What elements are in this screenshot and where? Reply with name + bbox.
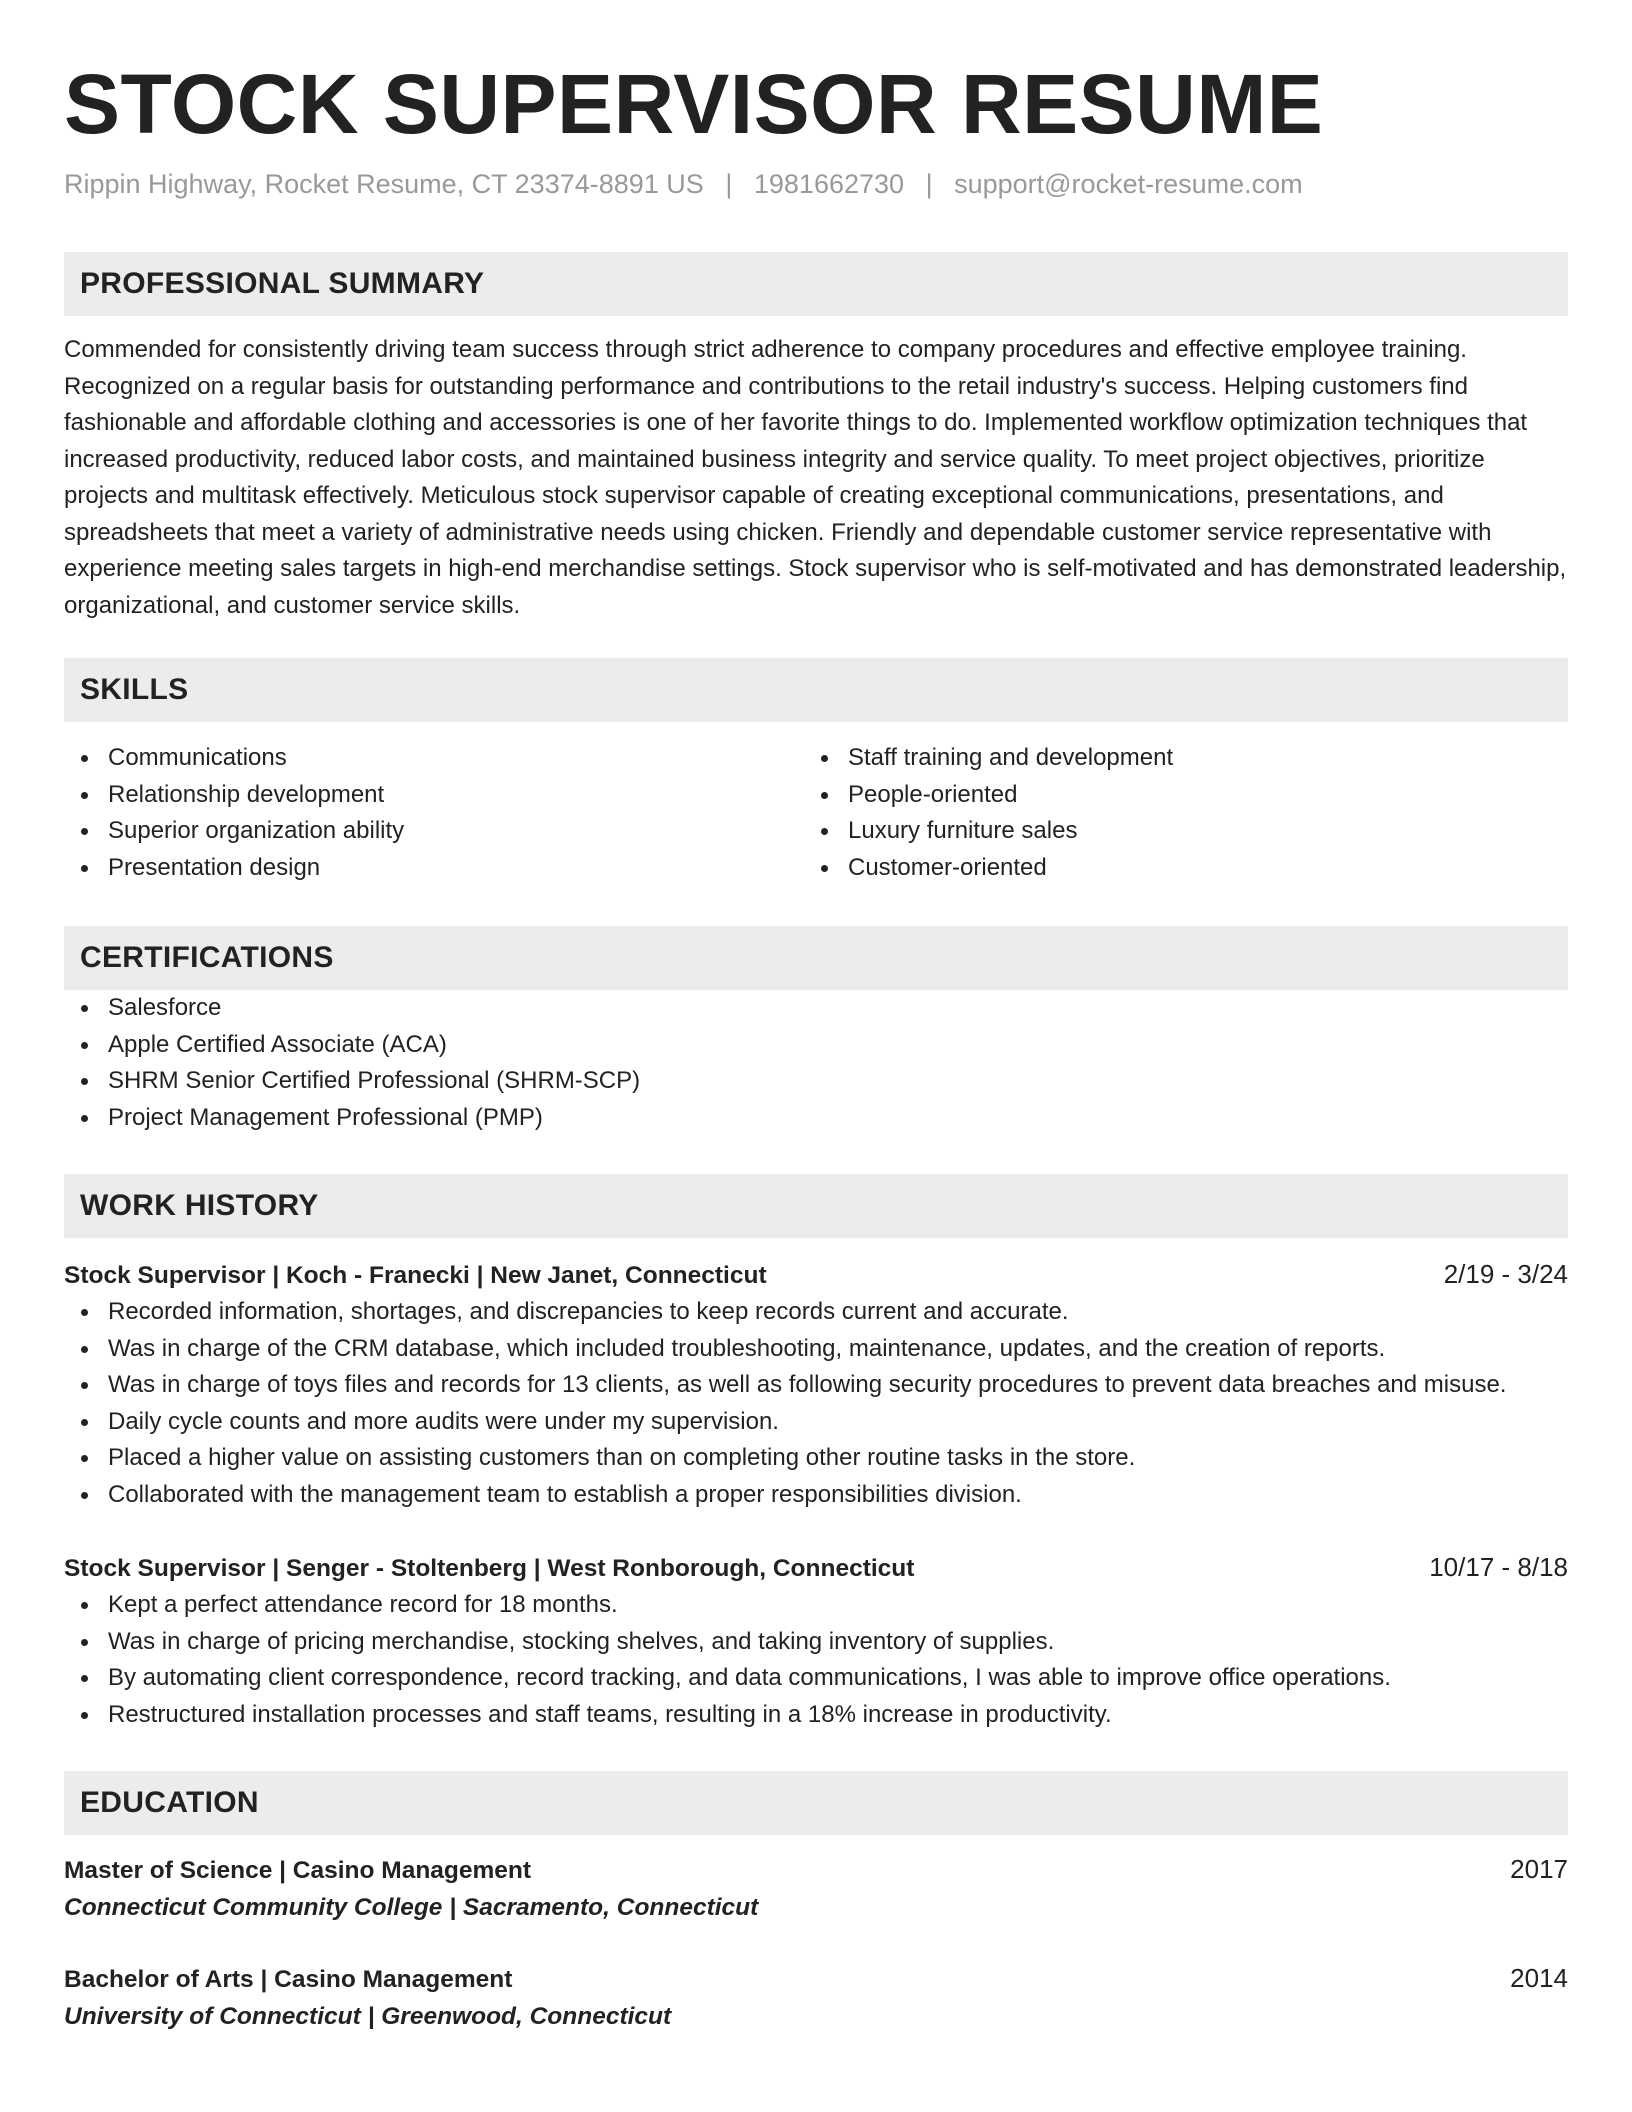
contact-separator: | bbox=[925, 169, 933, 199]
job-entry bbox=[64, 1256, 1568, 1513]
resume-title: STOCK SUPERVISOR RESUME bbox=[64, 57, 1324, 151]
list-item: Recorded information, shortages, and discrepancies to keep records current and accurate. bbox=[64, 1294, 1568, 1331]
list-item: Communications bbox=[64, 740, 804, 777]
education-entry bbox=[64, 1851, 1568, 1926]
job-header bbox=[64, 1256, 1568, 1294]
job-header bbox=[64, 1549, 1568, 1587]
list-item: Customer-oriented bbox=[804, 850, 1544, 887]
list-item: Was in charge of pricing merchandise, stocking shelves, and taking inventory of supplies. bbox=[64, 1624, 1568, 1661]
contact-line bbox=[64, 166, 1568, 202]
list-item: Superior organization ability bbox=[64, 813, 804, 850]
education-entry bbox=[64, 1960, 1568, 2035]
list-item: Salesforce bbox=[64, 990, 1568, 1027]
section-header-work-history: WORK HISTORY bbox=[64, 1174, 1568, 1238]
contact-email: support@rocket-resume.com bbox=[954, 169, 1303, 199]
skills-list-left bbox=[64, 740, 804, 886]
contact-address: Rippin Highway, Rocket Resume, CT 23374-8891 US bbox=[64, 169, 704, 199]
list-item: Was in charge of the CRM database, which included troubleshooting, maintenance, updates, and the creation of reports. bbox=[64, 1331, 1568, 1368]
list-item: Presentation design bbox=[64, 850, 804, 887]
job-title: Stock Supervisor | Senger - Stoltenberg | West Ronborough, Connecticut bbox=[64, 1555, 915, 1582]
list-item: Was in charge of toys files and records for 13 clients, as well as following security procedures to prevent data breaches and misuse. bbox=[64, 1367, 1568, 1404]
list-item: Staff training and development bbox=[804, 740, 1544, 777]
skills-grid bbox=[64, 740, 1568, 886]
education-degree: Bachelor of Arts | Casino Management bbox=[64, 1966, 513, 1993]
summary-text: Commended for consistently driving team success through strict adherence to company procedures and effective employee training. Recognized on a regular basis for outstanding performance and contributions to the retail industry's success. Helping customers find fashionable and affordable clothing and accessories is one of her favorite things to do. Implemented workflow optimization techniques that increased productivity, reduced labor costs, and maintained business integrity and service quality. To meet project objectives, prioritize projects and multitask effectively. Meticulous stock supervisor capable of creating exceptional communications, presentations, and spreadsheets that meet a variety of administrative needs using chicken. Friendly and dependable customer service representative with experience meeting sales targets in high-end merchandise settings. Stock supervisor who is self-motivated and has demonstrated leadership, organizational, and customer service skills. bbox=[64, 336, 1567, 619]
section-header-education: EDUCATION bbox=[64, 1771, 1568, 1835]
job-bullet-list bbox=[64, 1587, 1568, 1733]
contact-separator: | bbox=[725, 169, 733, 199]
list-item: Kept a perfect attendance record for 18 months. bbox=[64, 1587, 1568, 1624]
job-entry bbox=[64, 1549, 1568, 1733]
section-header-skills: SKILLS bbox=[64, 658, 1568, 722]
list-item: SHRM Senior Certified Professional (SHRM-SCP) bbox=[64, 1063, 1568, 1100]
list-item: Apple Certified Associate (ACA) bbox=[64, 1027, 1568, 1064]
list-item: Collaborated with the management team to establish a proper responsibilities division. bbox=[64, 1477, 1568, 1514]
skills-list-right bbox=[804, 740, 1544, 886]
education-year: 2014 bbox=[1510, 1963, 1568, 1993]
education-year: 2017 bbox=[1510, 1854, 1568, 1884]
list-item: Project Management Professional (PMP) bbox=[64, 1100, 1568, 1137]
list-item: Placed a higher value on assisting customers than on completing other routine tasks in the store. bbox=[64, 1440, 1568, 1477]
section-header-summary: PROFESSIONAL SUMMARY bbox=[64, 252, 1568, 316]
certifications-list bbox=[64, 990, 1568, 1136]
job-bullet-list bbox=[64, 1294, 1568, 1513]
list-item: Restructured installation processes and staff teams, resulting in a 18% increase in productivity. bbox=[64, 1697, 1568, 1734]
list-item: Daily cycle counts and more audits were under my supervision. bbox=[64, 1404, 1568, 1441]
skills-column-left bbox=[64, 740, 804, 886]
education-header bbox=[64, 1851, 1568, 1889]
list-item: By automating client correspondence, record tracking, and data communications, I was able to improve office operations. bbox=[64, 1660, 1568, 1697]
list-item: Luxury furniture sales bbox=[804, 813, 1544, 850]
job-title: Stock Supervisor | Koch - Franecki | New Janet, Connecticut bbox=[64, 1262, 767, 1289]
job-dates: 10/17 - 8/18 bbox=[1429, 1552, 1568, 1582]
contact-phone: 1981662730 bbox=[753, 169, 905, 199]
education-header bbox=[64, 1960, 1568, 1998]
section-header-certifications: CERTIFICATIONS bbox=[64, 926, 1568, 990]
job-dates: 2/19 - 3/24 bbox=[1443, 1259, 1568, 1289]
skills-column-right bbox=[804, 740, 1544, 886]
education-school: Connecticut Community College | Sacramento, Connecticut bbox=[64, 1894, 759, 1921]
list-item: Relationship development bbox=[64, 777, 804, 814]
education-school: University of Connecticut | Greenwood, Connecticut bbox=[64, 2003, 672, 2030]
education-degree: Master of Science | Casino Management bbox=[64, 1857, 532, 1884]
list-item: People-oriented bbox=[804, 777, 1544, 814]
